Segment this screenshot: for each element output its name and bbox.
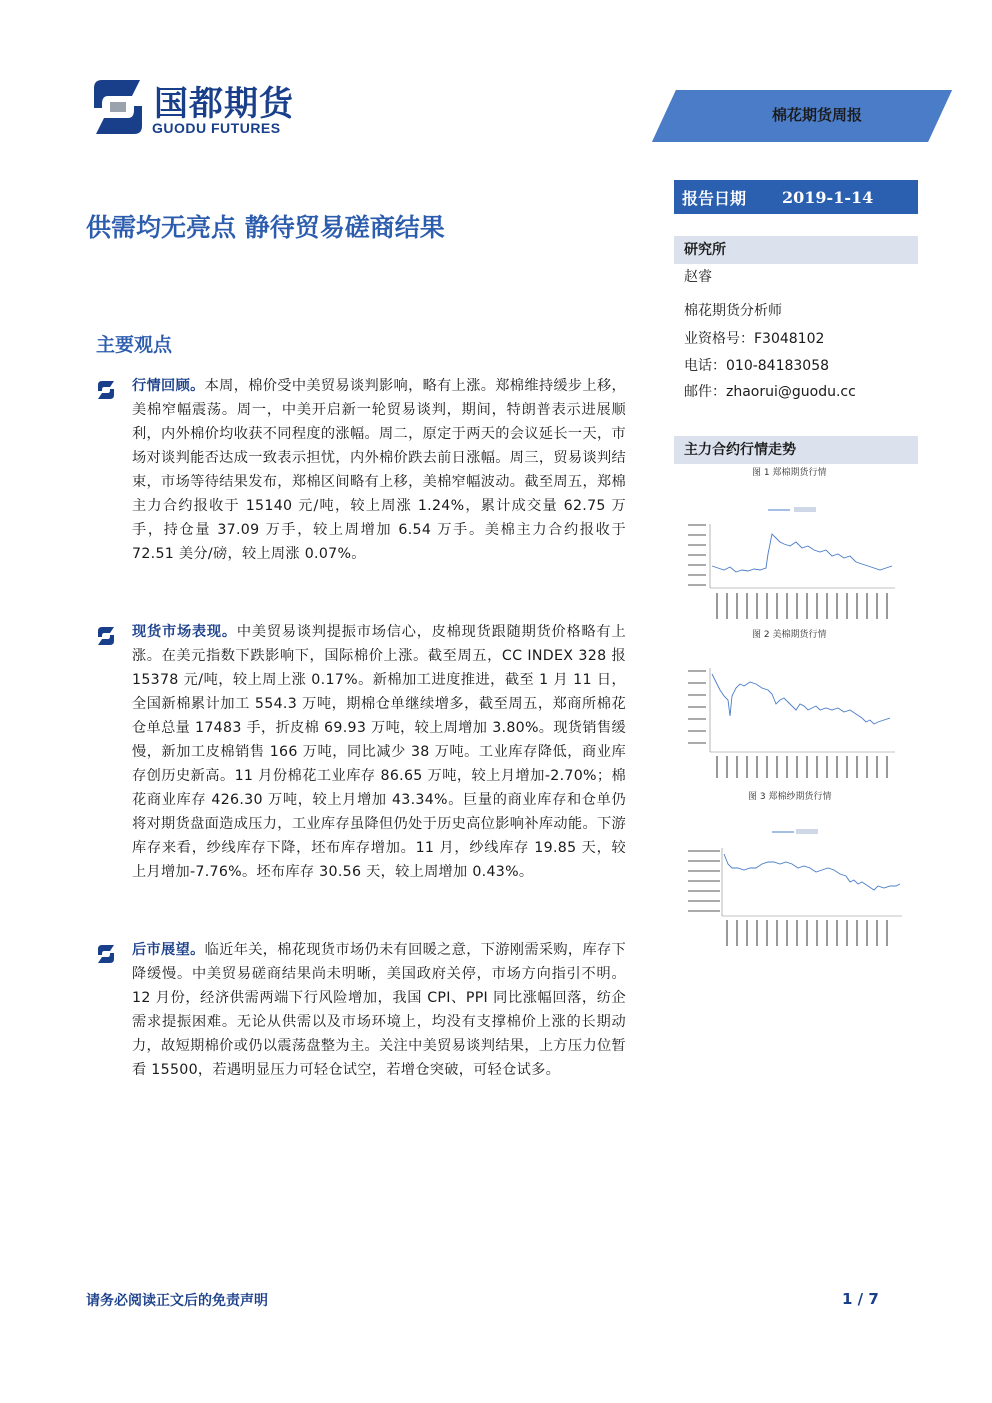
- report-type-banner: [652, 90, 952, 142]
- chart-caption-2: 图 2 美棉期货行情: [752, 630, 827, 640]
- paragraph-body: 中美贸易谈判提振市场信心，皮棉现货跟随期货价格略有上涨。在美元指数下跌影响下，国际棉价上涨。截至周五，CC INDEX 328 报 15378 元/吨，较上周上涨 0.17%。新棉加工进度推进，截至 1 月 11 日，全国新棉累计加工 554.3 万吨，期棉仓单继续增多，截至周五，郑商所棉花仓单总量 17483 手，折皮棉 69.93 万吨，较上周增加 3.80%。现货销售缓慢，新加工皮棉销售 166 万吨，同比减少 38 万吨。工业库存降低，商业库存创历史新高。11 月份棉花工业库存 86.65 万吨，较上月增加-2.70%；棉花商业库存 426.30 万吨，较上月增加 43.34%。巨量的商业库存和仓单仍将对期货盘面造成压力，工业库存虽降但仍处于历史高位影响补库动能。下游库存来看，纱线库存下降，坯布库存增加。11 月，纱线库存 19.85 天，较上月增加-7.76%。坯布库存 30.56 天，较上周增加 0.43%。: [132, 624, 626, 880]
- paragraph-body: 临近年关，棉花现货市场仍未有回暖之意，下游刚需采购，库存下降缓慢。中美贸易磋商结果尚未明晰，美国政府关停，市场方向指引不明。12 月份，经济供需两端下行风险增加，我国 CPI、PPI 同比涨幅回落，纺企需求提振困难。无论从供需以及市场环境上，均没有支撑棉价上涨的长期动力，故短期棉价或仍以震荡盘整为主。关注中美贸易谈判结果，上方压力位暂看 15500，若遇明显压力可轻仓试空，若增仓突破，可轻仓试多。: [132, 942, 626, 1078]
- page-title: 供需均无亮点 静待贸易磋商结果: [86, 213, 445, 242]
- paragraph-text: [132, 620, 626, 884]
- paragraph-lead: 行情回顾。: [132, 378, 205, 394]
- logo-english-text: GUODU FUTURES: [152, 120, 281, 136]
- cotton-yarn-chart: [680, 824, 906, 952]
- company-logo: [88, 76, 328, 138]
- paragraph-spot-market: [96, 620, 626, 884]
- paragraph-outlook: [96, 938, 626, 1082]
- research-header: 研究所: [674, 236, 918, 264]
- logo-mark-icon: [88, 78, 148, 136]
- report-date-label: 报告日期: [682, 188, 747, 208]
- paragraph-market-review: [96, 374, 626, 566]
- bullet-logo-icon: [96, 626, 116, 646]
- report-date-value: 2019-1-14: [782, 187, 874, 207]
- paragraph-body: 本周，棉价受中美贸易谈判影响，略有上涨。郑棉维持缓步上移，美棉窄幅震荡。周一，中美开启新一轮贸易谈判，期间，特朗普表示进展顺利，内外棉价均收获不同程度的涨幅。周二，原定于两天的会议延长一天，市场对谈判能否达成一致表示担忧，内外棉价跌去前日涨幅。周三，贸易谈判结束，市场等待结果发布，郑棉区间略有上移，美棉窄幅波动。截至周五，郑棉主力合约报收于 15140 元/吨，较上周涨 1.24%，累计成交量 62.75 万手，持仓量 37.09 万手，较上周增加 6.54 万手。美棉主力合约报收于 72.51 美分/磅，较上周涨 0.07%。: [132, 378, 626, 562]
- section-title: 主要观点: [96, 334, 173, 356]
- license-number: 业资格号：F3048102: [684, 331, 825, 347]
- analyst-name: 赵睿: [684, 269, 712, 285]
- bullet-logo-icon: [96, 944, 116, 964]
- chart-caption-1: 图 1 郑棉期货行情: [752, 468, 827, 478]
- report-date-bar: [674, 180, 918, 214]
- email-address: 邮件：zhaorui@guodu.cc: [684, 384, 856, 400]
- paragraph-lead: 现货市场表现。: [132, 624, 237, 640]
- phone-number: 电话：010-84183058: [684, 358, 830, 374]
- bullet-logo-icon: [96, 380, 116, 400]
- us-cotton-chart: [680, 660, 900, 782]
- paragraph-text: [132, 374, 626, 566]
- chart-caption-3: 图 3 郑棉纱期货行情: [748, 792, 832, 802]
- zhengzhou-cotton-chart: [680, 498, 900, 628]
- paragraph-lead: 后市展望。: [132, 942, 205, 958]
- paragraph-text: [132, 938, 626, 1082]
- analyst-title: 棉花期货分析师: [684, 303, 782, 319]
- banner-title: 棉花期货周报: [771, 106, 862, 124]
- disclaimer-notice: 请务必阅读正文后的免责声明: [86, 1293, 268, 1309]
- page-number: 1 / 7: [842, 1290, 879, 1308]
- market-trend-header: 主力合约行情走势: [674, 436, 918, 464]
- logo-chinese-text: 国都期货: [154, 84, 294, 124]
